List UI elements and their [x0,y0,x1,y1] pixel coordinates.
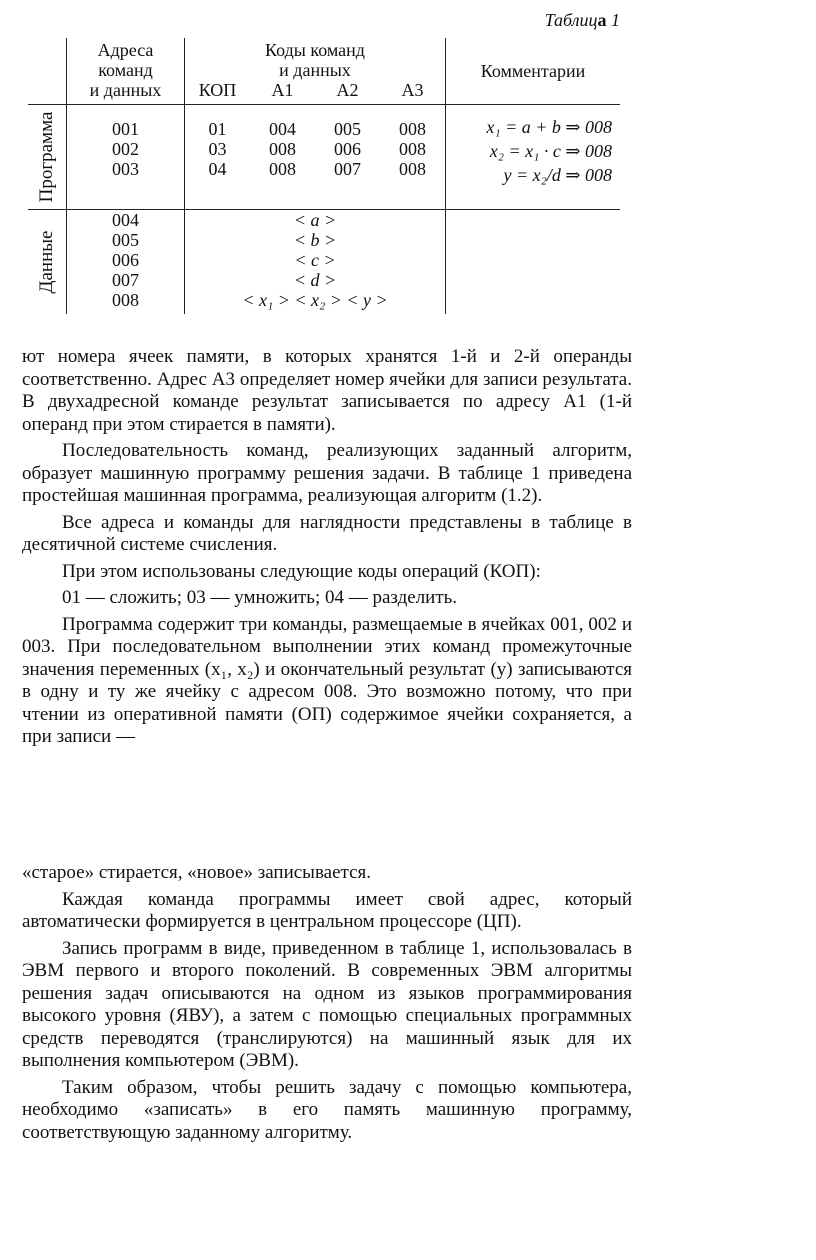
data-value: < d > [293,270,337,290]
data-value: < a > [293,210,337,230]
program-addr: 002 [112,139,139,159]
data-addr: 005 [112,230,139,250]
program-row: 01 004 005 008 [208,119,426,139]
header-a2: А2 [336,80,359,100]
paragraph: Последовательность команд, реализующих заданный алгоритм, образует машинную программу решения задачи. В таблице 1 приведена простейшая машинная программа, реализующая алгоритм (1.2). [22,440,632,506]
program-table [28,38,620,314]
comment-line: x₁ = a + b ⇒ 008 [486,117,612,137]
program-addr: 003 [112,159,139,179]
data-value: < c > [294,250,336,270]
data-addr: 008 [112,290,139,310]
program-row: 03 008 006 008 [208,139,426,159]
header-a1: А1 [271,80,294,100]
header-codes: Коды команд и данных КОП А1 А2 А3 [185,38,446,105]
paragraph: ют номера ячеек памяти, в которых хранятся 1-й и 2-й операнды соответственно. Адрес А3 определяет номер ячейки для записи результата. В двухадресной команде результат записывается по адресу А1 (1-й операнд при этом стирается в памяти). [22,346,632,435]
paragraph: «старое» стирается, «новое» записывается. [22,862,371,883]
text-block-1 [22,346,632,753]
comment-line: x₂ = x₁ · c ⇒ 008 [489,141,612,161]
data-section [28,210,620,315]
paragraph: Запись программ в виде, приведенном в таблице 1, использовалась в ЭВМ первого и второго поколений. В современных ЭВМ алгоритмы решения задач описываются на одном из языков программирования высокого уровня (ЯВУ), а затем с помощью специальных программных средств переводятся (транслируются) на машинный язык для их выполнения компьютером (ЭВМ). [22,937,632,1071]
header-kop: КОП [198,80,237,100]
data-addr: 006 [112,250,139,270]
data-label: Данные [36,230,57,294]
paragraph: Программа содержит три команды, размещаемые в ячейках 001, 002 и 003. При последовательном выполнении этих команд промежуточные значения переменных (x₁, x₂) и окончательный результат (y) записываются в одну и ту же ячейку с адресом 008. Это возможно потому, что при чтении из оперативной памяти (ОП) содержимое ячейки сохраняется, а при записи — [22,613,632,747]
text-block-2 [22,862,632,1148]
paragraph: 01 — сложить; 03 — умножить; 04 — разделить. [62,587,458,608]
data-value: < b > [293,230,337,250]
header-a3: А3 [401,80,424,100]
paragraph: При этом использованы следующие коды операций (КОП): [62,560,541,582]
header-comments: Комментарии [446,38,621,105]
data-addr: 004 [112,210,139,230]
paragraph: Таким образом, чтобы решить задачу с помощью компьютера, необходимо «записать» в его память машинную программу, соответствующую заданному алгоритму. [22,1076,632,1143]
header-addresses: Адреса команд и данных [67,38,185,105]
program-comments [446,105,621,210]
program-section [28,105,620,210]
paragraph: Каждая команда программы имеет свой адрес, который автоматически формируется в центральном процессоре (ЦП). [22,888,632,932]
data-value: < x₁ > < x₂ > < y > [242,290,388,310]
program-label: Программа [36,111,57,203]
comment-line: y = x₂/d ⇒ 008 [503,165,612,185]
table-header-row [28,38,620,105]
table-caption: Таблица 1 [544,10,620,30]
paragraph: Все адреса и команды для наглядности представлены в таблице в десятичной системе счисления. [22,511,632,555]
program-addr: 001 [112,119,139,139]
program-row: 04 008 007 008 [208,159,426,179]
data-addr: 007 [112,270,139,290]
